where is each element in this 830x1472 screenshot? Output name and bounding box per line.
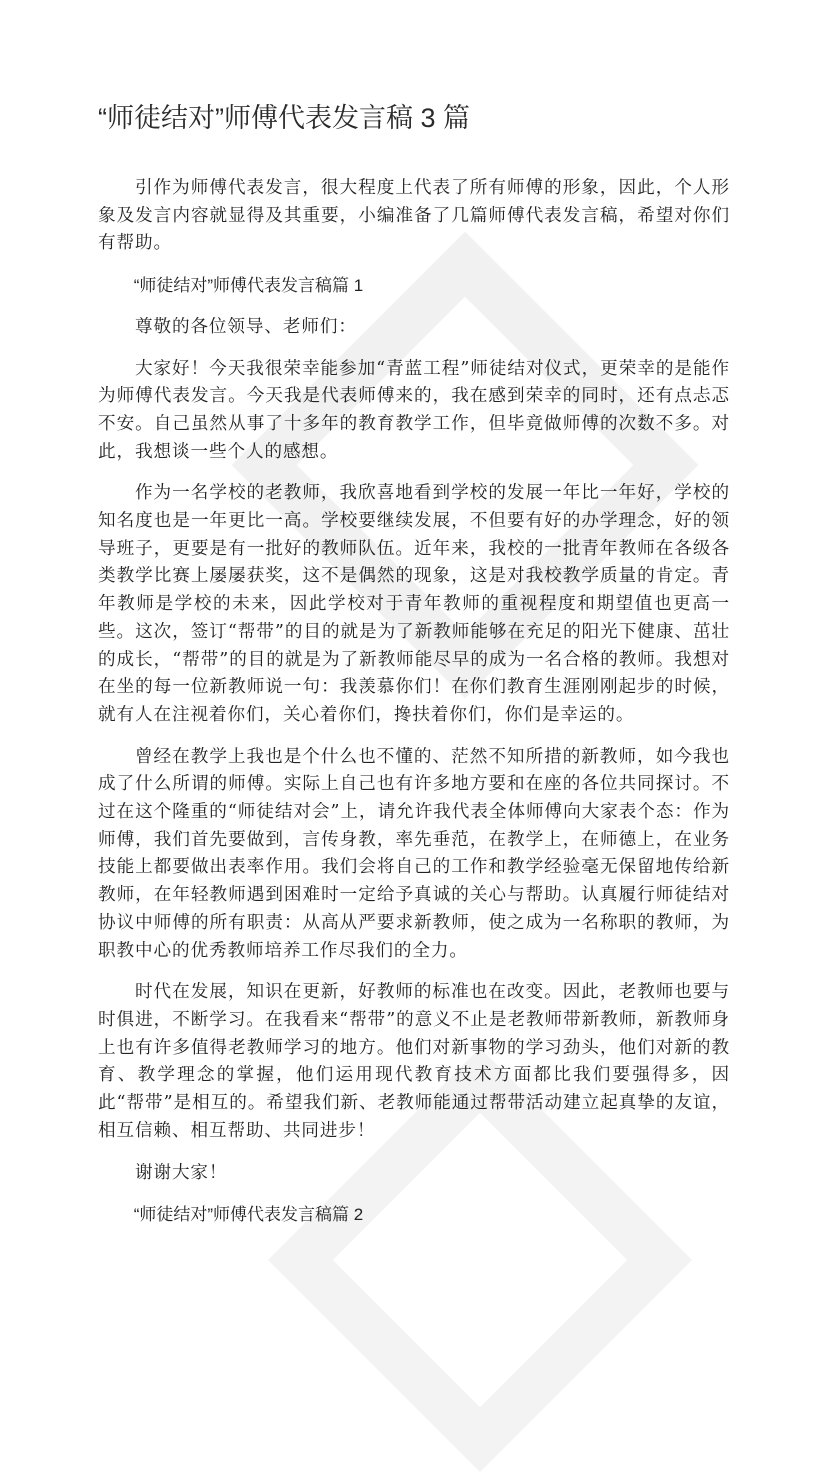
document-body — [98, 98, 730, 1243]
section-2-heading: “师徒结对”师傅代表发言稿篇 2 — [133, 1205, 364, 1225]
closing-line: 谢谢大家！ — [134, 1162, 228, 1183]
body-paragraph: 曾经在教学上我也是个什么也不懂的、茫然不知所措的新教师，如今我也成了什么所谓的师傅。实际上自己也有许多地方要和在座的各位共同探讨。不过在这个隆重的“师徒结对会”上，请允许我代表全体师傅向大家表个态：作为师傅，我们首先要做到，言传身教，率先垂范，在教学上，在师德上，在业务技能上都要做出表率作用。我们会将自己的工作和教学经验毫无保留地传给新教师，在年轻教师遇到困难时一定给予真诚的关心与帮助。认真履行师徒结对协议中师傅的所有职责：从高从严要求新教师，使之成为一名称职的教师，为职教中心的优秀教师培养工作尽我们的全力。 — [98, 746, 730, 961]
body-paragraph: 作为一名学校的老教师，我欣喜地看到学校的发展一年比一年好，学校的知名度也是一年更比一高。学校要继续发展，不但要有好的办学理念，好的领导班子，更要是有一批好的教师队伍。近年来，我校的一批青年教师在各级各类教学比赛上屡屡获奖，这不是偶然的现象，这是对我校教学质量的肯定。青年教师是学校的未来，因此学校对于青年教师的重视程度和期望值也更高一些。这次，签订“帮带”的目的就是为了新教师能够在充足的阳光下健康、茁壮的成长，“帮带”的目的就是为了新教师能尽早的成为一名合格的教师。我想对在坐的每一位新教师说一句：我羡慕你们！在你们教育生涯刚刚起步的时候，就有人在注视着你们，关心着你们，搀扶着你们，你们是幸运的。 — [98, 483, 730, 725]
body-paragraph: 大家好！今天我很荣幸能参加“青蓝工程”师徒结对仪式，更荣幸的是能作为师傅代表发言。今天我是代表师傅来的，我在感到荣幸的同时，还有点忐忑不安。自己虽然从事了十多年的教育教学工作，但毕竟做师傅的次数不多。对此，我想谈一些个人的感想。 — [98, 358, 730, 462]
document-title: “师徒结对”师傅代表发言稿 3 篇 — [98, 103, 471, 133]
intro-paragraph: 引作为师傅代表发言，很大程度上代表了所有师傅的形象，因此，个人形象及发言内容就显得及其重要，小编准备了几篇师傅代表发言稿，希望对你们有帮助。 — [98, 178, 730, 254]
salutation: 尊敬的各位领导、老师们： — [134, 316, 357, 337]
body-paragraph: 时代在发展，知识在更新，好教师的标准也在改变。因此，老教师也要与时俱进，不断学习。在我看来“帮带”的意义不止是老教师带新教师，新教师身上也有许多值得老教师学习的地方。他们对新事物的学习劲头，他们对新的教育、教学理念的掌握，他们运用现代教育技术方面都比我们要强得多，因此“帮带”是相互的。希望我们新、老教师能通过帮带活动建立起真挚的友谊，相互信赖、相互帮助、共同进步！ — [98, 982, 730, 1141]
section-1-heading: “师徒结对”师傅代表发言稿篇 1 — [133, 276, 364, 296]
